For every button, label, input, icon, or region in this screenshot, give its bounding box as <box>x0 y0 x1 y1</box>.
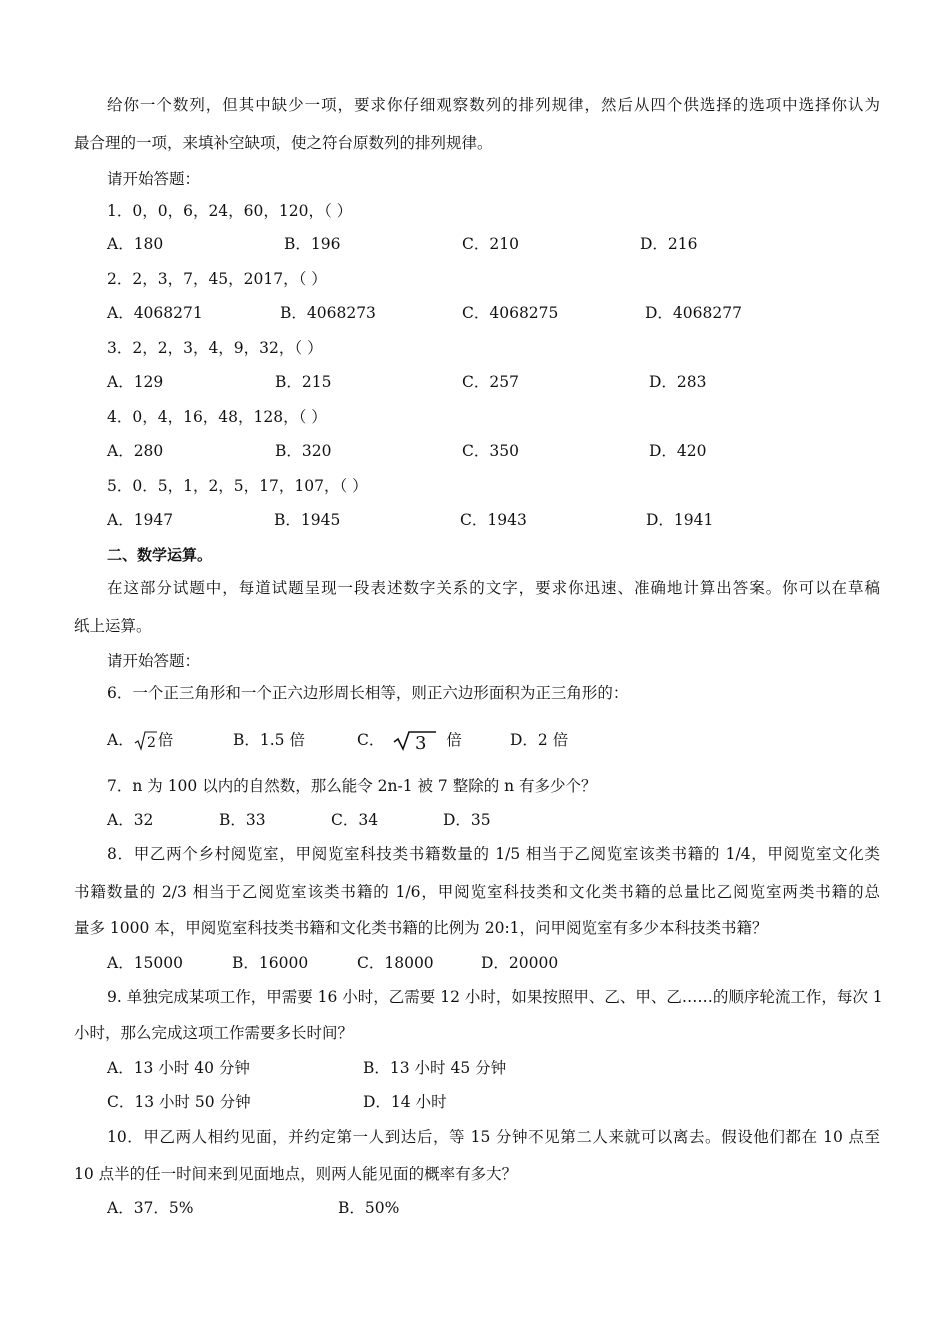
q7-option-a: A．32 <box>107 811 154 829</box>
section2-heading: 二、数学运算。 <box>107 546 213 564</box>
q8-line2: 书籍数量的 2/3 相当于乙阅览室该类书籍的 1/6，甲阅览室科技类和文化类书籍的总量比乙阅览室两类书籍的总 <box>74 883 880 901</box>
q4-option-c: C．350 <box>462 442 519 460</box>
q6-option-a-sqrt <box>134 731 158 749</box>
q8-option-c: C．18000 <box>357 954 434 972</box>
q8-option-d: D．20000 <box>481 954 559 972</box>
section1-start: 请开始答题： <box>107 170 201 188</box>
q10-option-b: B．50% <box>338 1199 400 1217</box>
q9-line2: 小时，那么完成这项工作需要多长时间？ <box>74 1024 354 1042</box>
q6-option-b: B．1.5 倍 <box>233 731 305 749</box>
q6-option-d: D．2 倍 <box>510 731 569 749</box>
q1-option-d: D．216 <box>640 235 698 253</box>
q6-option-a <box>107 729 173 752</box>
q7-option-d: D．35 <box>443 811 491 829</box>
q1-option-a: A．180 <box>107 235 164 253</box>
q6-option-a-radicand: 2 <box>146 735 156 751</box>
section2-intro-line1: 在这部分试题中，每道试题呈现一段表述数字关系的文字，要求你迅速、准确地计算出答案。你可以在草稿 <box>107 579 880 597</box>
q1-option-c: C．210 <box>462 235 519 253</box>
q4-option-a: A．280 <box>107 442 164 460</box>
q3-stem: 3．2，2，3，4，9，32，（ ） <box>107 339 323 357</box>
q7-stem: 7．n 为 100 以内的自然数，那么能令 2n-1 被 7 整除的 n 有多少个？ <box>107 777 597 795</box>
q6-option-c-sqrt <box>384 731 440 752</box>
q5-stem: 5．0．5，1，2，5，17，107，（ ） <box>107 477 368 495</box>
section2-start: 请开始答题： <box>107 652 201 670</box>
q8-option-b: B．16000 <box>232 954 309 972</box>
radical-sign-icon <box>134 730 158 752</box>
q6-option-c-prefix: C． <box>357 731 385 749</box>
q6-option-a-suffix: 倍 <box>157 731 174 749</box>
q9-line1: 9. 单独完成某项工作，甲需要 16 小时，乙需要 12 小时，如果按照甲、乙、甲、乙……的顺序轮流工作，每次 1 <box>107 988 883 1006</box>
q4-stem: 4．0，4，16，48，128，（ ） <box>107 408 327 426</box>
q9-option-d: D．14 小时 <box>363 1093 447 1111</box>
q4-option-d: D．420 <box>649 442 707 460</box>
q10-line1: 10．甲乙两人相约见面，并约定第一人到达后，等 15 分钟不见第二人来就可以离去。假设他们都在 10 点至 <box>107 1128 880 1146</box>
q4-option-b: B．320 <box>275 442 332 460</box>
q7-option-c: C．34 <box>331 811 379 829</box>
q8-option-a: A．15000 <box>107 954 184 972</box>
q10-line2: 10 点半的任一时间来到见面地点，则两人能见面的概率有多大？ <box>74 1165 518 1183</box>
q1-option-b: B．196 <box>284 235 341 253</box>
q8-line1: 8．甲乙两个乡村阅览室，甲阅览室科技类书籍数量的 1/5 相当于乙阅览室该类书籍的 1/4，甲阅览室文化类 <box>107 845 880 863</box>
q9-option-a: A．13 小时 40 分钟 <box>107 1059 250 1077</box>
q10-option-a: A．37．5% <box>107 1199 194 1217</box>
q5-option-b: B．1945 <box>274 511 341 529</box>
q5-option-d: D．1941 <box>646 511 714 529</box>
q2-stem: 2．2，3，7，45，2017，（ ） <box>107 270 327 288</box>
q3-option-c: C．257 <box>462 373 519 391</box>
q2-option-b: B．4068273 <box>280 304 376 322</box>
section2-intro-line2: 纸上运算。 <box>74 617 152 635</box>
q1-stem: 1．0，0，6，24，60，120，（ ） <box>107 202 353 220</box>
q9-option-b: B．13 小时 45 分钟 <box>363 1059 507 1077</box>
q6-option-c <box>357 729 462 752</box>
q3-option-b: B．215 <box>275 373 332 391</box>
q3-option-a: A．129 <box>107 373 164 391</box>
q3-option-d: D．283 <box>649 373 707 391</box>
section1-intro-line2: 最合理的一项，来填补空缺项，使之符台原数列的排列规律。 <box>74 134 493 152</box>
q5-option-a: A．1947 <box>107 511 174 529</box>
q6-option-a-prefix: A． <box>107 731 134 749</box>
q2-option-a: A．4068271 <box>107 304 203 322</box>
radical-sign-icon <box>392 730 440 752</box>
q2-option-d: D．4068277 <box>645 304 742 322</box>
q6-stem: 6．一个正三角形和一个正六边形周长相等，则正六边形面积为正三角形的： <box>107 684 629 702</box>
q2-option-c: C．4068275 <box>462 304 559 322</box>
q6-option-c-radicand: 3 <box>415 733 427 752</box>
q9-option-c: C．13 小时 50 分钟 <box>107 1093 251 1111</box>
q7-option-b: B．33 <box>219 811 266 829</box>
q8-line3: 量多 1000 本，甲阅览室科技类书籍和文化类书籍的比例为 20:1，问甲阅览室有多少本科技类书籍？ <box>74 919 768 937</box>
q6-option-c-suffix: 倍 <box>446 731 462 749</box>
section1-intro-line1: 给你一个数列，但其中缺少一项，要求你仔细观察数列的排列规律，然后从四个供选择的选项中选择你认为 <box>107 96 880 114</box>
q5-option-c: C．1943 <box>460 511 527 529</box>
